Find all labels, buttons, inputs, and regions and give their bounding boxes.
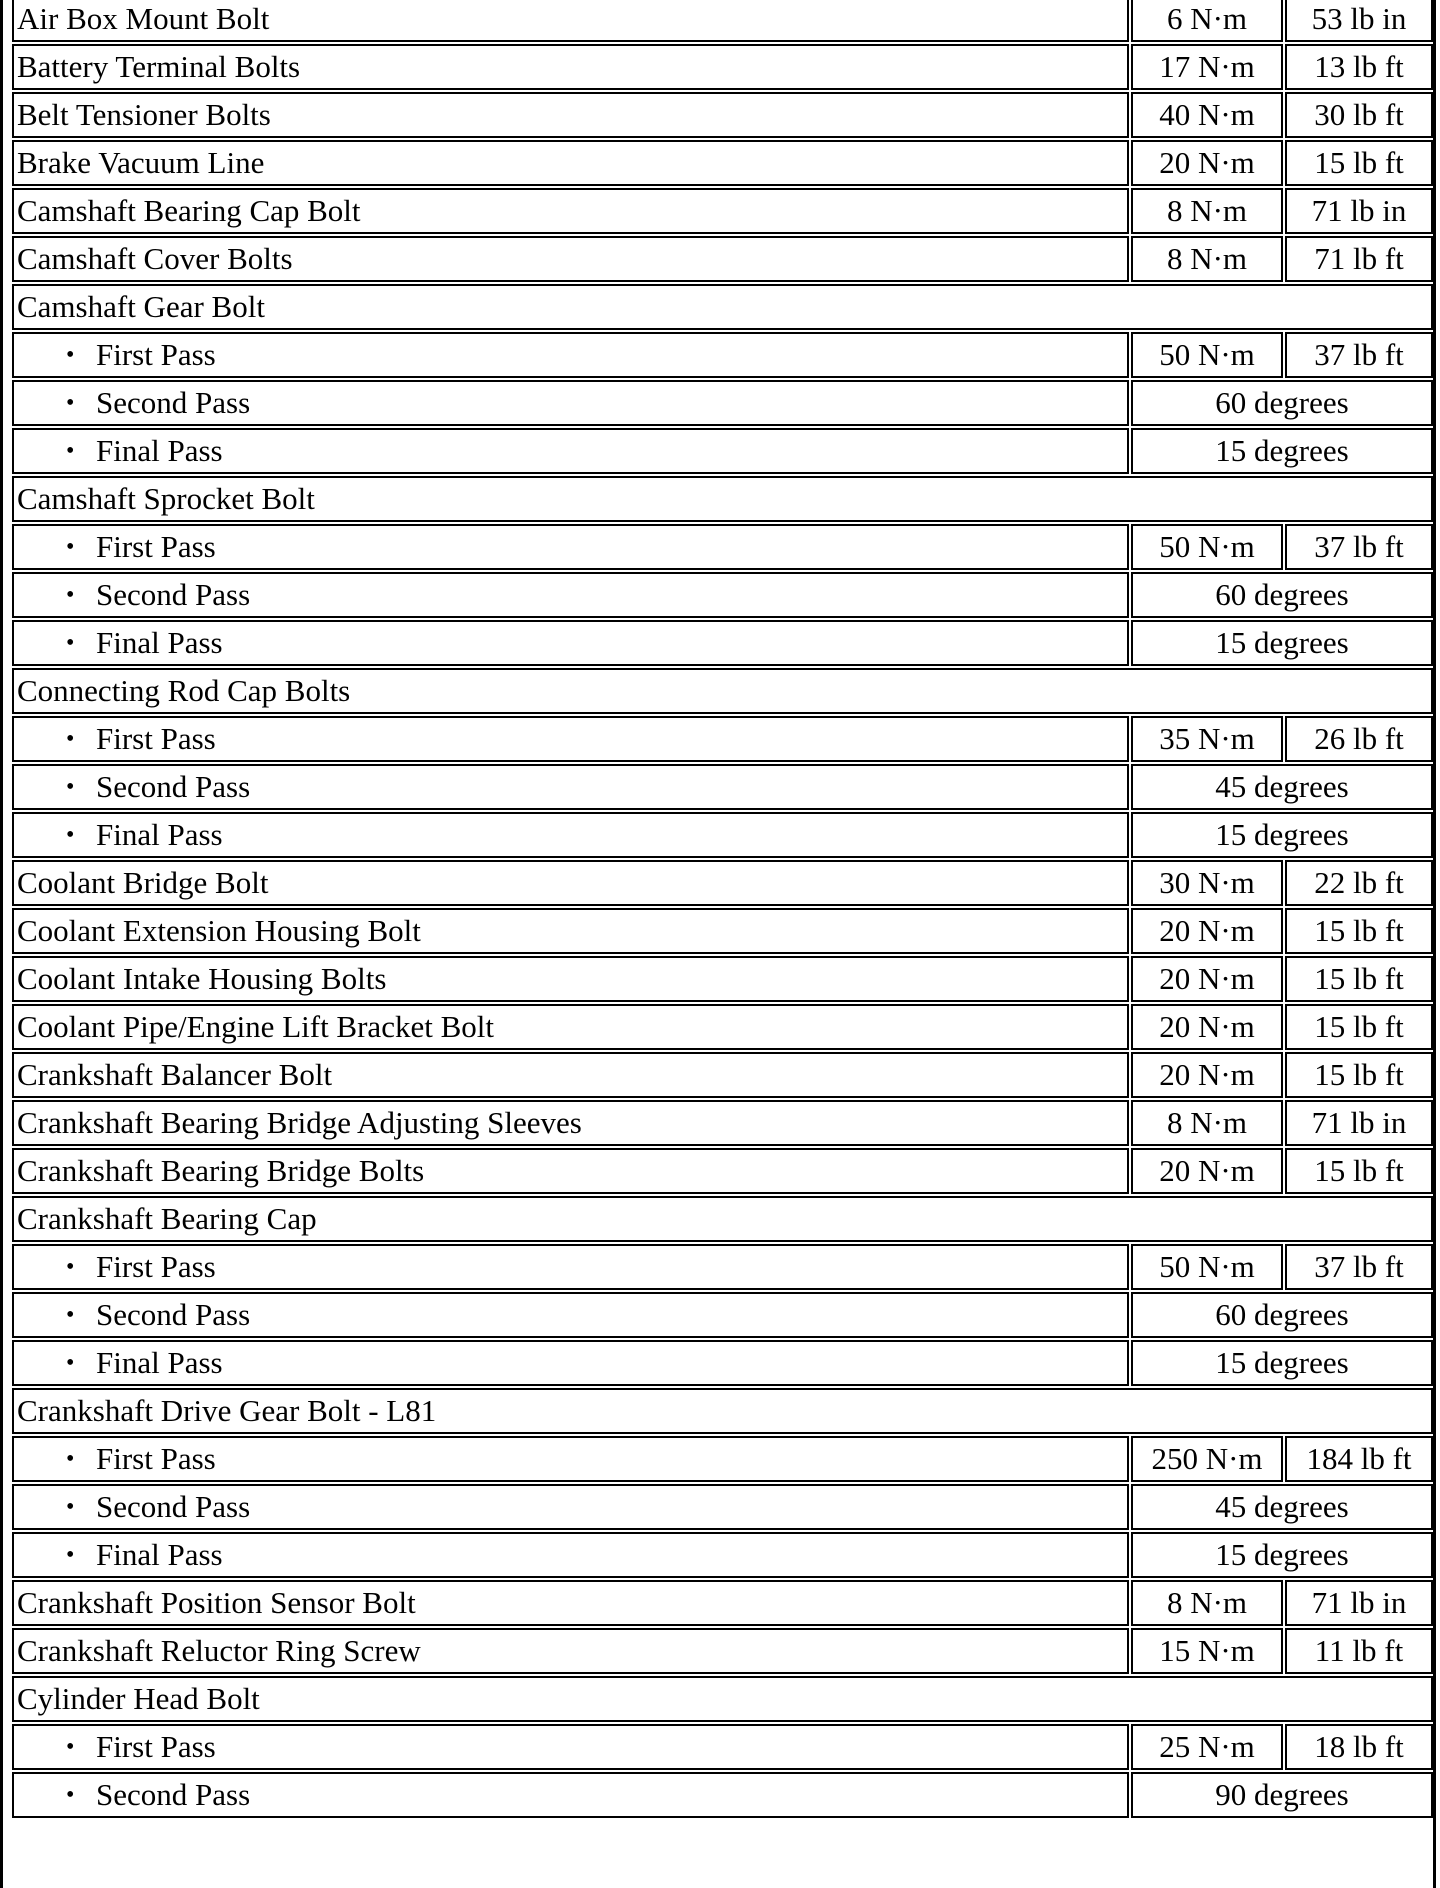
pass-name: Second Pass xyxy=(96,385,251,420)
torque-metric: 8 N·m xyxy=(1131,188,1283,234)
tightening-pass-row xyxy=(12,1532,1433,1578)
torque-angle: 15 degrees xyxy=(1131,428,1433,474)
pass-name: Second Pass xyxy=(96,769,251,804)
fastener-name: Camshaft Cover Bolts xyxy=(12,236,1129,282)
torque-metric: 8 N·m xyxy=(1131,1580,1283,1626)
fastener-group-row xyxy=(12,668,1433,714)
torque-metric: 50 N·m xyxy=(1131,524,1283,570)
spec-row xyxy=(12,0,1433,42)
pass-name-cell xyxy=(12,332,1129,378)
torque-metric: 25 N·m xyxy=(1131,1724,1283,1770)
fastener-name: Coolant Extension Housing Bolt xyxy=(12,908,1129,954)
spec-row xyxy=(12,140,1433,186)
spec-row xyxy=(12,1052,1433,1098)
torque-angle: 60 degrees xyxy=(1131,1292,1433,1338)
spec-row xyxy=(12,92,1433,138)
torque-english: 15 lb ft xyxy=(1285,1148,1433,1194)
bullet-icon: • xyxy=(66,582,75,608)
torque-metric: 17 N·m xyxy=(1131,44,1283,90)
pass-name: First Pass xyxy=(96,337,216,372)
torque-english: 71 lb ft xyxy=(1285,236,1433,282)
torque-english: 30 lb ft xyxy=(1285,92,1433,138)
torque-english: 18 lb ft xyxy=(1285,1724,1433,1770)
pass-name: Final Pass xyxy=(96,433,223,468)
bullet-icon: • xyxy=(66,1350,75,1376)
spec-row xyxy=(12,1004,1433,1050)
torque-metric: 8 N·m xyxy=(1131,236,1283,282)
spec-row xyxy=(12,1100,1433,1146)
tightening-pass-row xyxy=(12,1244,1433,1290)
pass-name-cell xyxy=(12,764,1129,810)
torque-english: 11 lb ft xyxy=(1285,1628,1433,1674)
spec-row xyxy=(12,908,1433,954)
torque-metric: 50 N·m xyxy=(1131,332,1283,378)
torque-metric: 15 N·m xyxy=(1131,1628,1283,1674)
torque-angle: 45 degrees xyxy=(1131,1484,1433,1530)
fastener-group-row xyxy=(12,1196,1433,1242)
pass-name-cell xyxy=(12,1772,1129,1818)
torque-metric: 50 N·m xyxy=(1131,1244,1283,1290)
tightening-pass-row xyxy=(12,716,1433,762)
fastener-group-name: Camshaft Gear Bolt xyxy=(12,284,1433,330)
torque-metric: 20 N·m xyxy=(1131,956,1283,1002)
spec-row xyxy=(12,188,1433,234)
pass-name: Final Pass xyxy=(96,817,223,852)
table-outer-border-left xyxy=(0,0,3,1888)
tightening-pass-row xyxy=(12,1484,1433,1530)
pass-name-cell xyxy=(12,1436,1129,1482)
torque-metric: 20 N·m xyxy=(1131,1004,1283,1050)
tightening-pass-row xyxy=(12,332,1433,378)
torque-english: 37 lb ft xyxy=(1285,332,1433,378)
bullet-icon: • xyxy=(66,342,75,368)
pass-name-cell xyxy=(12,572,1129,618)
pass-name-cell xyxy=(12,380,1129,426)
torque-english: 37 lb ft xyxy=(1285,1244,1433,1290)
pass-name: First Pass xyxy=(96,1249,216,1284)
fastener-name: Coolant Pipe/Engine Lift Bracket Bolt xyxy=(12,1004,1129,1050)
pass-name-cell xyxy=(12,1292,1129,1338)
pass-name-cell xyxy=(12,1532,1129,1578)
pass-name: Final Pass xyxy=(96,1537,223,1572)
fastener-name: Crankshaft Reluctor Ring Screw xyxy=(12,1628,1129,1674)
fastener-name: Air Box Mount Bolt xyxy=(12,0,1129,42)
fastener-group-name: Crankshaft Bearing Cap xyxy=(12,1196,1433,1242)
torque-english: 15 lb ft xyxy=(1285,1052,1433,1098)
pass-name-cell xyxy=(12,1244,1129,1290)
torque-angle: 45 degrees xyxy=(1131,764,1433,810)
spec-row xyxy=(12,956,1433,1002)
torque-english: 26 lb ft xyxy=(1285,716,1433,762)
fastener-name: Brake Vacuum Line xyxy=(12,140,1129,186)
tightening-pass-row xyxy=(12,380,1433,426)
bullet-icon: • xyxy=(66,726,75,752)
bullet-icon: • xyxy=(66,1542,75,1568)
torque-metric: 8 N·m xyxy=(1131,1100,1283,1146)
tightening-pass-row xyxy=(12,428,1433,474)
pass-name-cell xyxy=(12,428,1129,474)
pass-name-cell xyxy=(12,620,1129,666)
fastener-group-row xyxy=(12,476,1433,522)
torque-angle: 15 degrees xyxy=(1131,620,1433,666)
fastener-name: Coolant Intake Housing Bolts xyxy=(12,956,1129,1002)
torque-english: 71 lb in xyxy=(1285,1100,1433,1146)
spec-row xyxy=(12,44,1433,90)
spec-row xyxy=(12,1580,1433,1626)
tightening-pass-row xyxy=(12,1772,1433,1818)
fastener-group-row xyxy=(12,284,1433,330)
tightening-pass-row xyxy=(12,620,1433,666)
torque-english: 15 lb ft xyxy=(1285,140,1433,186)
torque-english: 53 lb in xyxy=(1285,0,1433,42)
tightening-pass-row xyxy=(12,812,1433,858)
torque-metric: 30 N·m xyxy=(1131,860,1283,906)
pass-name: First Pass xyxy=(96,721,216,756)
torque-angle: 60 degrees xyxy=(1131,380,1433,426)
tightening-pass-row xyxy=(12,1724,1433,1770)
tightening-pass-row xyxy=(12,1436,1433,1482)
torque-metric: 20 N·m xyxy=(1131,1052,1283,1098)
fastener-name: Crankshaft Bearing Bridge Bolts xyxy=(12,1148,1129,1194)
torque-metric: 40 N·m xyxy=(1131,92,1283,138)
torque-angle: 90 degrees xyxy=(1131,1772,1433,1818)
pass-name-cell xyxy=(12,1724,1129,1770)
pass-name: Second Pass xyxy=(96,1777,251,1812)
torque-english: 13 lb ft xyxy=(1285,44,1433,90)
fastener-name: Coolant Bridge Bolt xyxy=(12,860,1129,906)
bullet-icon: • xyxy=(66,1254,75,1280)
torque-metric: 20 N·m xyxy=(1131,140,1283,186)
fastener-group-row xyxy=(12,1676,1433,1722)
torque-angle: 60 degrees xyxy=(1131,572,1433,618)
torque-angle: 15 degrees xyxy=(1131,1340,1433,1386)
fastener-group-row xyxy=(12,1388,1433,1434)
pass-name: First Pass xyxy=(96,1441,216,1476)
torque-english: 184 lb ft xyxy=(1285,1436,1433,1482)
bullet-icon: • xyxy=(66,438,75,464)
fastener-name: Crankshaft Balancer Bolt xyxy=(12,1052,1129,1098)
tightening-pass-row xyxy=(12,1340,1433,1386)
bullet-icon: • xyxy=(66,822,75,848)
fastener-name: Battery Terminal Bolts xyxy=(12,44,1129,90)
torque-spec-table-body xyxy=(12,0,1433,1818)
tightening-pass-row xyxy=(12,572,1433,618)
torque-angle: 15 degrees xyxy=(1131,1532,1433,1578)
pass-name: Second Pass xyxy=(96,577,251,612)
bullet-icon: • xyxy=(66,1302,75,1328)
torque-spec-page xyxy=(10,0,1435,1820)
fastener-group-name: Cylinder Head Bolt xyxy=(12,1676,1433,1722)
pass-name: Final Pass xyxy=(96,1345,223,1380)
bullet-icon: • xyxy=(66,630,75,656)
fastener-name: Crankshaft Position Sensor Bolt xyxy=(12,1580,1129,1626)
fastener-group-name: Camshaft Sprocket Bolt xyxy=(12,476,1433,522)
pass-name: Second Pass xyxy=(96,1489,251,1524)
fastener-name: Belt Tensioner Bolts xyxy=(12,92,1129,138)
bullet-icon: • xyxy=(66,1446,75,1472)
torque-angle: 15 degrees xyxy=(1131,812,1433,858)
torque-english: 22 lb ft xyxy=(1285,860,1433,906)
torque-spec-table xyxy=(10,0,1435,1820)
torque-metric: 20 N·m xyxy=(1131,908,1283,954)
torque-metric: 20 N·m xyxy=(1131,1148,1283,1194)
torque-metric: 250 N·m xyxy=(1131,1436,1283,1482)
tightening-pass-row xyxy=(12,1292,1433,1338)
torque-english: 71 lb in xyxy=(1285,1580,1433,1626)
pass-name: Second Pass xyxy=(96,1297,251,1332)
fastener-name: Crankshaft Bearing Bridge Adjusting Sleeves xyxy=(12,1100,1129,1146)
spec-row xyxy=(12,1148,1433,1194)
bullet-icon: • xyxy=(66,1494,75,1520)
spec-row xyxy=(12,1628,1433,1674)
bullet-icon: • xyxy=(66,1734,75,1760)
fastener-group-name: Connecting Rod Cap Bolts xyxy=(12,668,1433,714)
pass-name-cell xyxy=(12,524,1129,570)
spec-row xyxy=(12,860,1433,906)
pass-name: First Pass xyxy=(96,529,216,564)
fastener-name: Camshaft Bearing Cap Bolt xyxy=(12,188,1129,234)
pass-name: First Pass xyxy=(96,1729,216,1764)
pass-name-cell xyxy=(12,812,1129,858)
tightening-pass-row xyxy=(12,524,1433,570)
torque-metric: 6 N·m xyxy=(1131,0,1283,42)
bullet-icon: • xyxy=(66,390,75,416)
torque-english: 15 lb ft xyxy=(1285,1004,1433,1050)
torque-english: 71 lb in xyxy=(1285,188,1433,234)
pass-name-cell xyxy=(12,716,1129,762)
bullet-icon: • xyxy=(66,774,75,800)
spec-row xyxy=(12,236,1433,282)
pass-name: Final Pass xyxy=(96,625,223,660)
torque-english: 15 lb ft xyxy=(1285,956,1433,1002)
pass-name-cell xyxy=(12,1340,1129,1386)
tightening-pass-row xyxy=(12,764,1433,810)
fastener-group-name: Crankshaft Drive Gear Bolt - L81 xyxy=(12,1388,1433,1434)
torque-english: 37 lb ft xyxy=(1285,524,1433,570)
torque-metric: 35 N·m xyxy=(1131,716,1283,762)
torque-english: 15 lb ft xyxy=(1285,908,1433,954)
bullet-icon: • xyxy=(66,1782,75,1808)
bullet-icon: • xyxy=(66,534,75,560)
pass-name-cell xyxy=(12,1484,1129,1530)
